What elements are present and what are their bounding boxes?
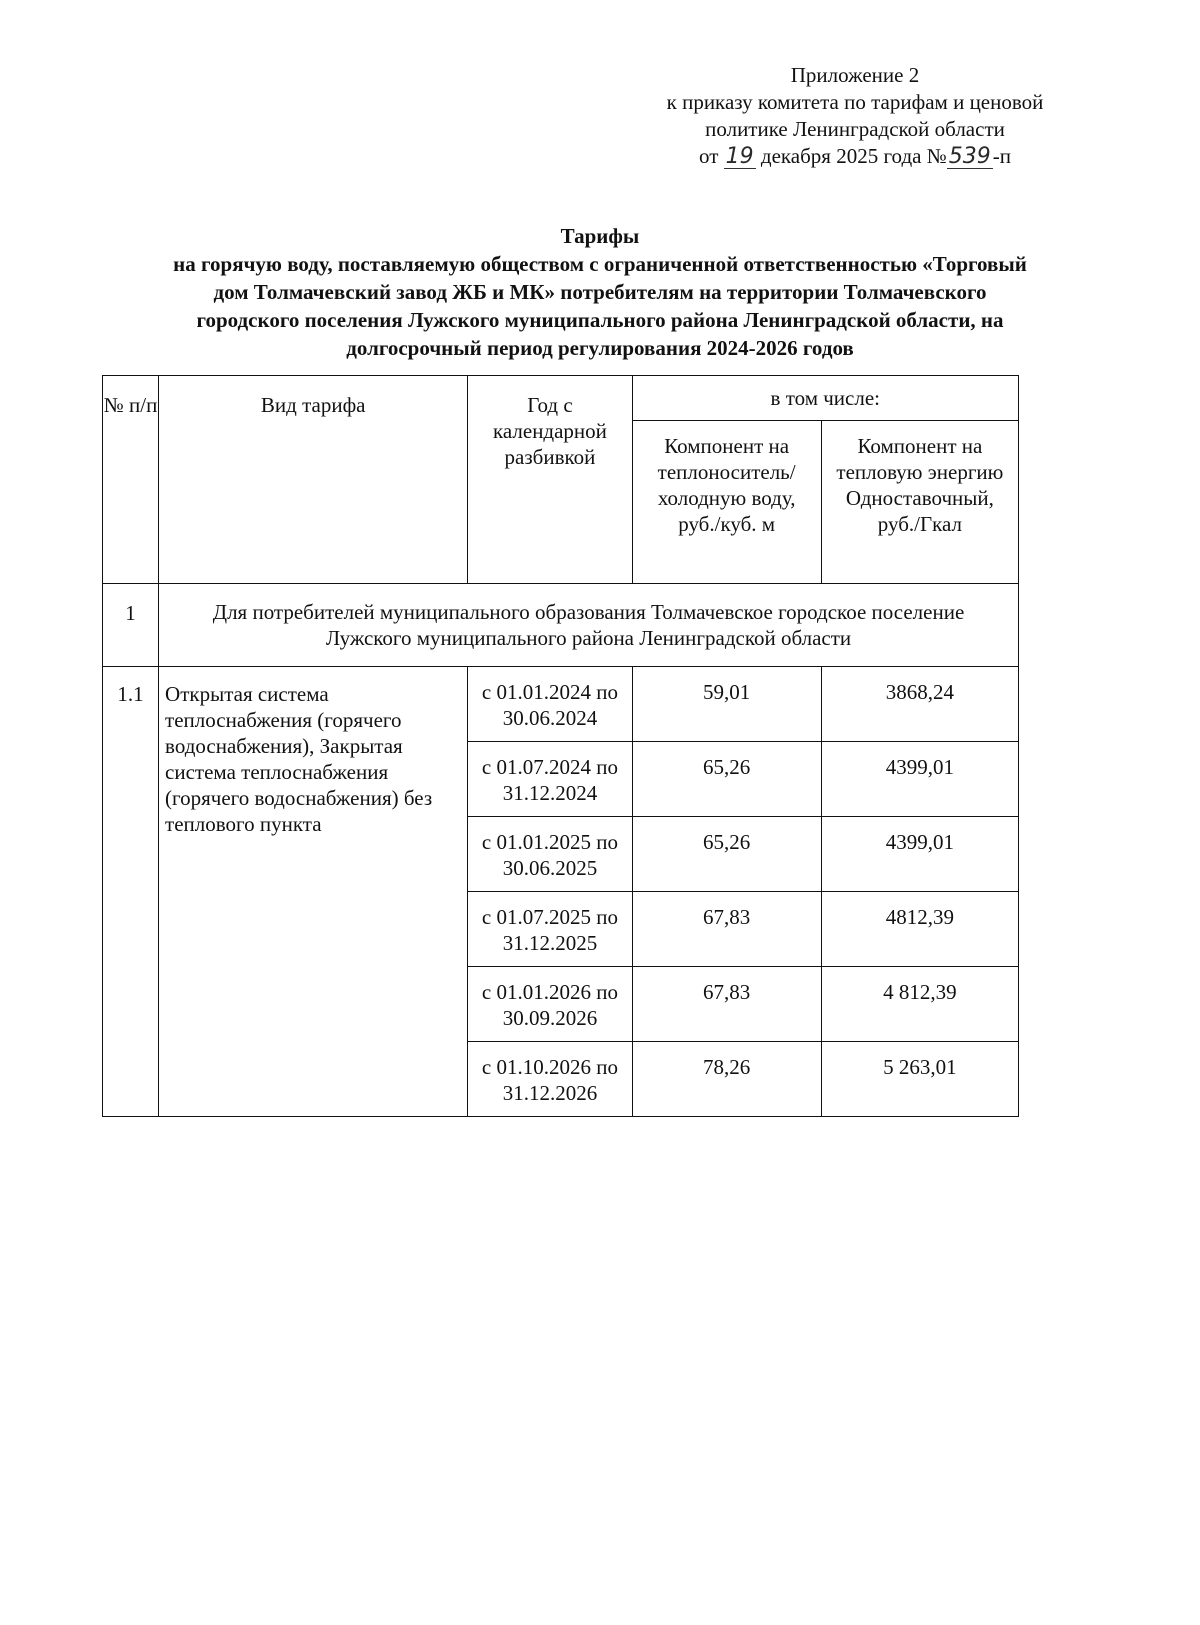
title-line-3: городского поселения Лужского муниципального района Ленинградской области, на <box>196 308 1004 332</box>
row-period: с 01.10.2026 по 31.12.2026 <box>468 1042 632 1117</box>
title-line-4: долгосрочный период регулирования 2024-2026 годов <box>346 336 854 360</box>
header-component-water: Компонент на теплоноситель/холодную воду, руб./куб. м <box>632 421 821 584</box>
title-line-1: на горячую воду, поставляемую обществом с ограниченной ответственностью «Торговый <box>173 252 1027 276</box>
row-component-water: 78,26 <box>632 1042 821 1117</box>
handwritten-day: 19 <box>725 144 754 169</box>
document-title <box>95 222 1105 362</box>
header-tariff-type: Вид тарифа <box>159 376 468 584</box>
row-component-water: 59,01 <box>632 667 821 742</box>
appendix-date-line <box>620 143 1090 170</box>
header-including: в том числе: <box>632 376 1018 421</box>
title-main: Тарифы <box>560 224 640 248</box>
row-component-heat: 4399,01 <box>821 742 1018 817</box>
row-component-water: 67,83 <box>632 967 821 1042</box>
date-prefix: от <box>699 144 719 168</box>
order-suffix: -п <box>992 144 1011 168</box>
row-period: с 01.07.2025 по 31.12.2025 <box>468 892 632 967</box>
tariff-table <box>102 375 1019 1117</box>
row-component-heat: 4812,39 <box>821 892 1018 967</box>
appendix-title: Приложение 2 <box>790 63 920 87</box>
row-component-water: 67,83 <box>632 892 821 967</box>
row-period: с 01.01.2026 по 30.09.2026 <box>468 967 632 1042</box>
handwritten-order-number: 539 <box>948 144 991 169</box>
section-title: Для потребителей муниципального образования Толмачевское городское поселение Лужского муниципального района Ленинградской области <box>159 584 1019 667</box>
row-component-heat: 5 263,01 <box>821 1042 1018 1117</box>
section-row <box>103 584 1019 667</box>
appendix-committee-line: политике Ленинградской области <box>705 117 1005 141</box>
group-tariff-type: Открытая система теплоснабжения (горячего водоснабжения), Закрытая система теплоснабжения (горячего водоснабжения) без теплового пункта <box>159 667 468 1117</box>
row-component-water: 65,26 <box>632 742 821 817</box>
row-period: с 01.01.2024 по 30.06.2024 <box>468 667 632 742</box>
table-row <box>103 667 1019 742</box>
row-component-heat: 3868,24 <box>821 667 1018 742</box>
row-component-heat: 4 812,39 <box>821 967 1018 1042</box>
appendix-header <box>620 62 1090 170</box>
date-middle: декабря 2025 года № <box>760 144 947 168</box>
appendix-order-line: к приказу комитета по тарифам и ценовой <box>666 90 1044 114</box>
header-component-heat: Компонент на тепловую энергию Одноставочный, руб./Гкал <box>821 421 1018 584</box>
title-line-2: дом Толмачевский завод ЖБ и МК» потребителям на территории Толмачевского <box>213 280 987 304</box>
row-period: с 01.07.2024 по 31.12.2024 <box>468 742 632 817</box>
section-number: 1 <box>103 584 159 667</box>
group-number: 1.1 <box>103 667 159 1117</box>
row-component-heat: 4399,01 <box>821 817 1018 892</box>
header-year: Год с календарной разбивкой <box>468 376 632 584</box>
table-header-row <box>103 376 1019 421</box>
row-component-water: 65,26 <box>632 817 821 892</box>
row-period: с 01.01.2025 по 30.06.2025 <box>468 817 632 892</box>
header-num: № п/п <box>103 376 159 584</box>
